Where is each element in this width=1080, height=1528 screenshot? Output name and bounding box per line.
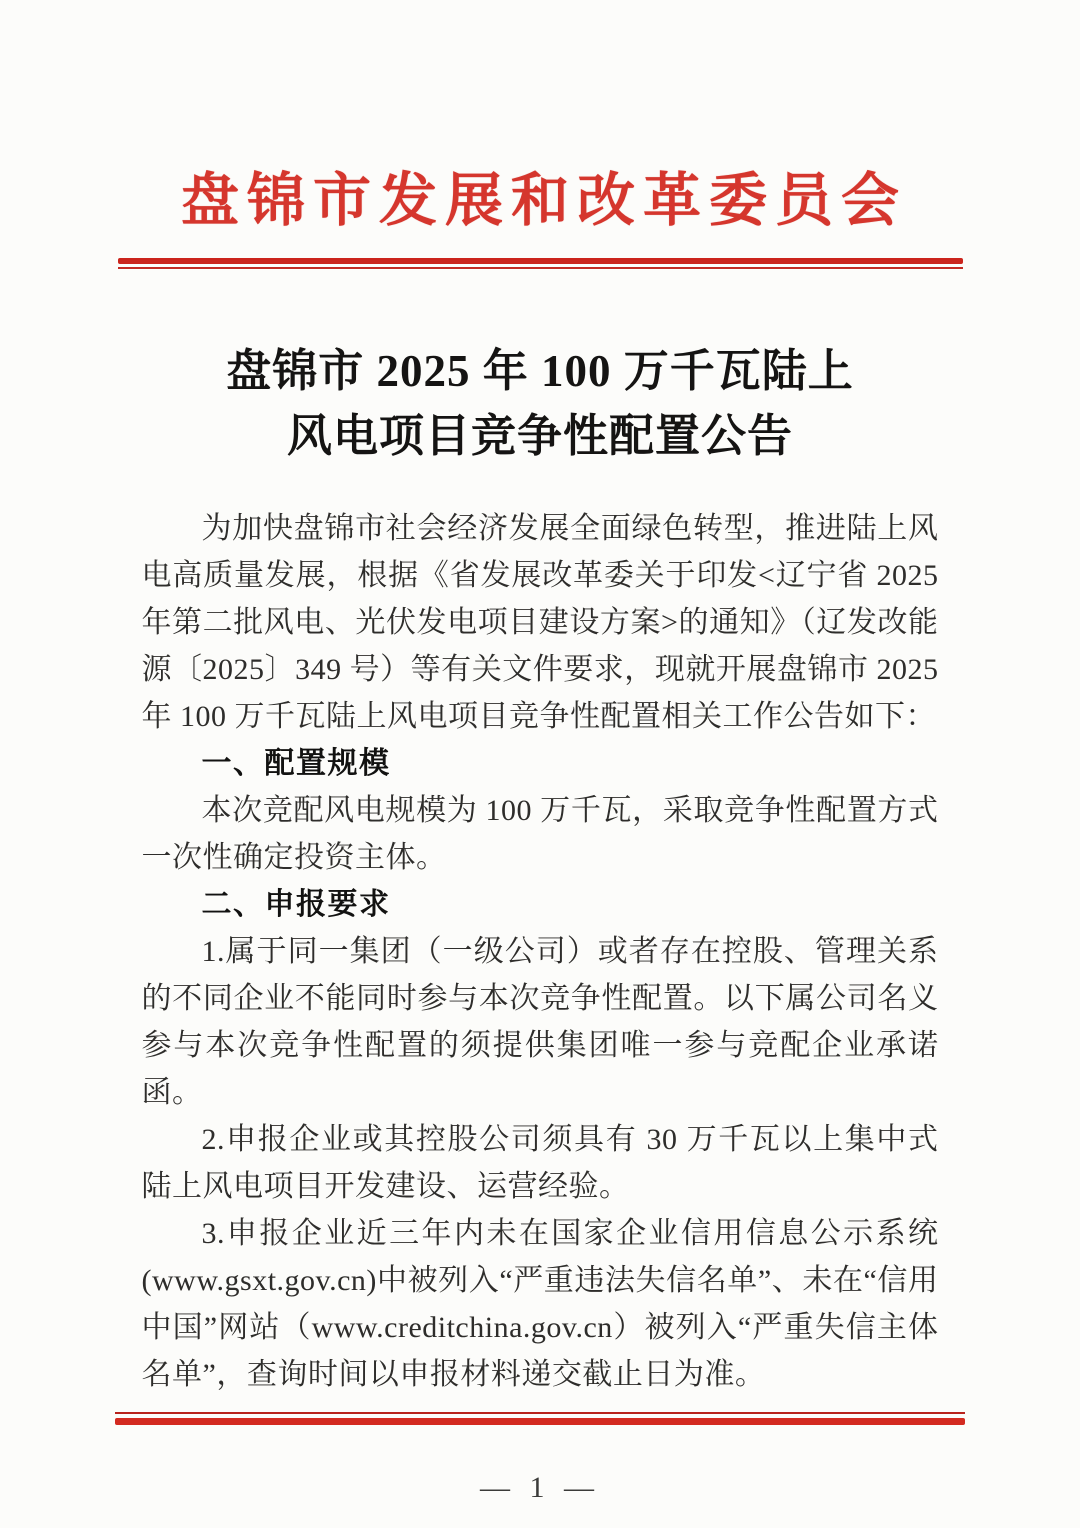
body-paragraph: 3.申报企业近三年内未在国家企业信用信息公示系统(www.gsxt.gov.cn)中被列入“严重违法失信名单”、未在“信用中国”网站（www.creditchina.gov.cn）被列入“严重失信主体名单”，查询时间以申报材料递交截止日为准。: [141, 1216, 939, 1391]
document-body: [142, 505, 939, 1398]
document-title: [0, 339, 1080, 469]
letterhead-rule: [118, 258, 963, 269]
body-paragraph: 本次竞配风电规模为 100 万千瓦，采取竞争性配置方式一次性确定投资主体。: [141, 793, 939, 874]
document-title-line-1: 盘锦市 2025 年 100 万千瓦陆上: [226, 345, 854, 396]
footer-rule: [115, 1412, 965, 1426]
agency-name: 盘锦市发展和改革委员会: [180, 168, 907, 233]
body-paragraph: 为加快盘锦市社会经济发展全面绿色转型，推进陆上风电高质量发展，根据《省发展改革委关于印发<辽宁省 2025 年第二批风电、光伏发电项目建设方案>的通知》（辽发改能源〔2025〕349 号）等有关文件要求，现就开展盘锦市 2025 年 100 万千瓦陆上风电项目竞争性配置相关工作公告如下：: [141, 511, 939, 733]
section-heading: 二、申报要求: [201, 887, 391, 921]
body-paragraph: 1.属于同一集团（一级公司）或者存在控股、管理关系的不同企业不能同时参与本次竞争性配置。以下属公司名义参与本次竞争性配置的须提供集团唯一参与竞配企业承诺函。: [141, 934, 939, 1109]
document-title-line-2: 风电项目竞争性配置公告: [286, 410, 793, 461]
footer-rule-thick: [115, 1418, 965, 1425]
letterhead-rule-thin: [118, 267, 963, 269]
body-paragraph: 2.申报企业或其控股公司须具有 30 万千瓦以上集中式陆上风电项目开发建设、运营经验。: [141, 1122, 939, 1203]
page-number: — 1 —: [480, 1471, 600, 1505]
letterhead: [0, 0, 1080, 236]
section-heading: 一、配置规模: [201, 746, 391, 780]
